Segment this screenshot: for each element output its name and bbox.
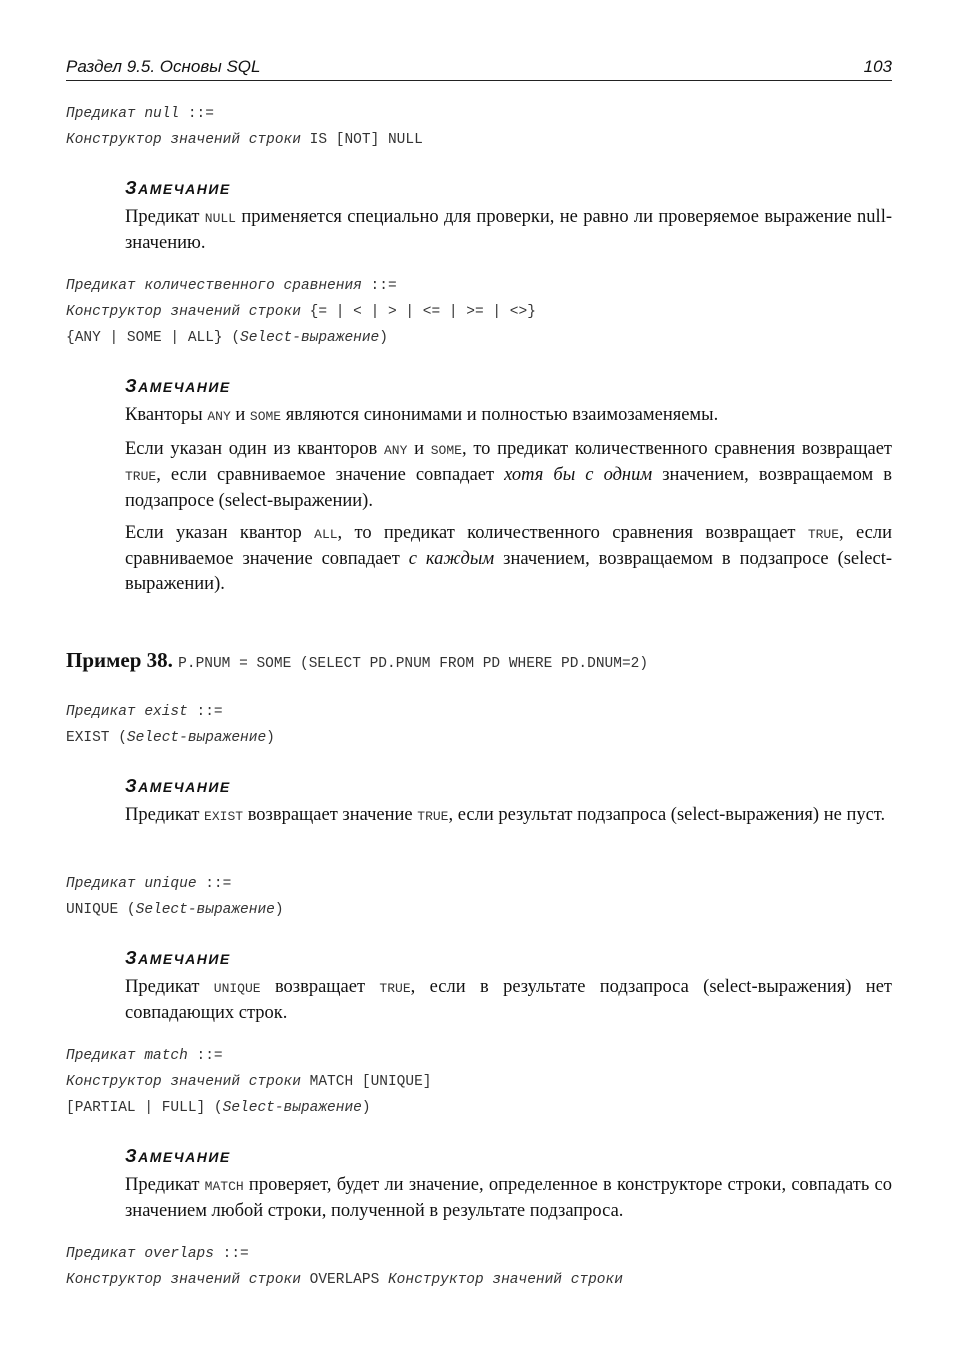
note-quant-3: Если указан квантор ALL, то предикат количественного сравнения возвращает TRUE, если сравниваемое значение совпадает с каждым значением, возвращаемом в подзапросе (select-выражении).: [125, 523, 893, 594]
note-title: ЗАМЕЧАНИЕ: [125, 178, 231, 198]
running-header: [66, 56, 892, 81]
note-match: Предикат MATCH проверяет, будет ли значение, определенное в конструкторе строки, совпадать со значением любой строки, полученной в результате подзапроса.: [125, 1175, 892, 1221]
example-38: Пример 38. P.PNUM = SOME (SELECT PD.PNUM FROM PD WHERE PD.DNUM=2): [66, 648, 649, 672]
note-exist: Предикат EXIST возвращает значение TRUE, если результат подзапроса (select-выражения) не пуст.: [125, 805, 886, 825]
null-grammar: Предикат null ::= Конструктор значений строки IS [NOT] NULL: [66, 106, 423, 148]
note-title: ЗАМЕЧАНИЕ: [125, 948, 231, 968]
note-null: Предикат NULL применяется специально для проверки, не равно ли проверяемое выражение null-значению.: [125, 207, 892, 253]
overlaps-grammar: Предикат overlaps ::= Конструктор значений строки OVERLAPS Конструктор значений строки: [66, 1246, 623, 1288]
note-quant-2: Если указан один из кванторов ANY и SOME, то предикат количественного сравнения возвращает TRUE, если сравниваемое значение совпадает хотя бы с одним значением, возвращаемом в подзапросе (select-выражении).: [125, 439, 892, 511]
unique-grammar: Предикат unique ::= UNIQUE (Select-выражение): [66, 876, 284, 918]
note-quant-1: Кванторы ANY и SOME являются синонимами и полностью взаимозаменяемы.: [125, 405, 719, 425]
note-title: ЗАМЕЧАНИЕ: [125, 1146, 231, 1166]
exist-grammar: Предикат exist ::= EXIST (Select-выражение): [66, 704, 275, 746]
match-grammar: Предикат match ::= Конструктор значений строки MATCH [UNIQUE] [PARTIAL | FULL] (Select-выражение): [66, 1048, 432, 1116]
section-title: Раздел 9.5. Основы SQL: [66, 57, 261, 76]
note-title: ЗАМЕЧАНИЕ: [125, 776, 231, 796]
quant-grammar: Предикат количественного сравнения ::= Конструктор значений строки {= | < | > | <= | >= | <>} {ANY | SOME | ALL} (Select-выражение): [66, 278, 536, 346]
page-number: 103: [863, 57, 892, 76]
note-title: ЗАМЕЧАНИЕ: [125, 376, 231, 396]
note-unique: Предикат UNIQUE возвращает TRUE, если в результате подзапроса (select-выражения) нет совпадающих строк.: [125, 977, 892, 1023]
